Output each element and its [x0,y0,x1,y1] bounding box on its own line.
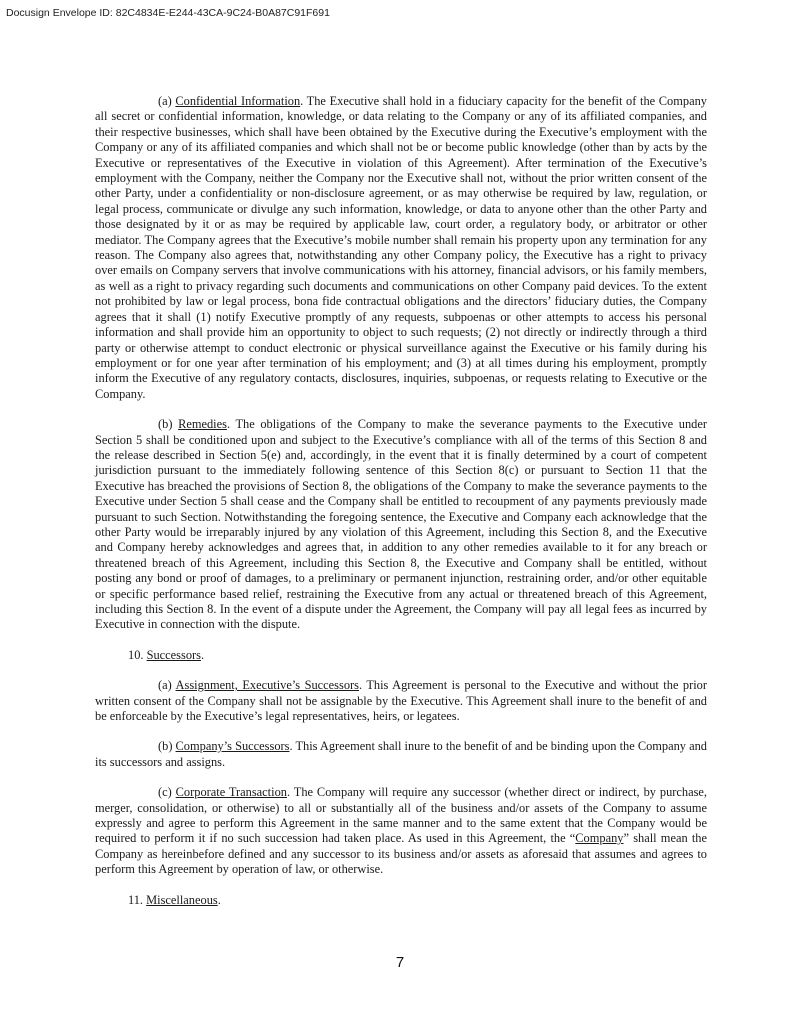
paragraph-body: . The obligations of the Company to make the severance payments to the Executive under Section 5 shall be conditioned upon and subject to the Executive’s compliance with all of the terms of this Section 8 and the release described in Section 5(e) and, accordingly, in the event that it is finally determined by a court of competent jurisdiction pursuant to the immediately following sentence of this Section 8(c) or pursuant to Section 11 that the Executive has breached the provisions of Section 8, the obligations of the Company to make the severance payments to the Executive under Section 5 shall cease and the Company shall be entitled to recoupment of any payments previously made pursuant to such Section. Notwithstanding the foregoing sentence, the Executive and Company each acknowledge that the other Party would be irreparably injured by any violation of this Agreement, including this Section 8, and the Executive and Company hereby acknowledges and agrees that, in addition to any other remedies available to it for any breach or threatened breach of this Agreement, including this Section 8, the Executive and Company shall be entitled, without posting any bond or proof of damages, to a preliminary or permanent injunction, restraining order, and/or other equitable or specific performance based relief, restraining the Executive from any actual or threatened breach of this Agreement, including this Section 8. In the event of a dispute under the Agreement, the Company will pay all legal fees as incurred by Executive in connection with the dispute. [95,417,708,632]
paragraph-body: . The Executive shall hold in a fiduciary capacity for the benefit of the Company all secret or confidential information, knowledge, or data relating to the Company or any of its affiliated companies, and their respective businesses, which shall have been obtained by the Executive during the Executive’s employment with the Company or any of its affiliated companies and which shall not be or become public knowledge (other than by acts by the Executive or representatives of the Executive in violation of this Agreement). After termination of the Executive’s employment with the Company, neither the Company nor the Executive shall not, without the prior written consent of the other Party, under a confidentiality or non-disclosure agreement, or as may otherwise be required by law, regulation, or legal process, communicate or divulge any such information, knowledge, or data to anyone other than the other Party and those designated by it or as may be required by applicable law, court order, a regulatory body, or arbitrator or other mediator. The Company agrees that the Executive’s mobile number shall remain his property upon any termination for any reason. The Company also agrees that, notwithstanding any other Company policy, the Executive has a right to privacy over emails on Company servers that involve communications with his attorney, financial advisors, or his family members, as well as a right to privacy regarding such documents and communications on other Company paid devices. To the extent not prohibited by law or legal process, bona fide contractual obligations and the directors’ fiduciary duties, the Company agrees that it shall (1) notify Executive promptly of any requests, subpoenas or other attempts to access his personal information and shall provide him an opportunity to object to such requests; (2) not directly or indirectly through a third party or otherwise attempt to conduct electronic or physical surveillance against the Executive or his family during his employment or for one year after termination of his employment; and (3) at all times during his employment, promptly inform the Executive of any regulatory contacts, disclosures, inquiries, subpoenas, or requests relating to Executive or the Company. [95,94,707,401]
section-title: Successors [146,647,201,662]
paragraph-body: . This Agreement is personal to the Executive and without the prior written consent of the Company shall not be assignable by the Executive. This Agreement shall inure to the benefit of and be enforceable by the Executive’s legal representatives, heirs, or legatees. [95,678,707,724]
paragraph-body-continued: ” shall mean the Company as hereinbefore defined and any successor to its business and/or assets as aforesaid that assumes and agrees to perform this Agreement by operation of law, or otherwise. [95,831,707,877]
paragraph-prefix: (a) [158,678,176,693]
envelope-id: Docusign Envelope ID: 82C4834E-E244-43CA-9C24-B0A87C91F691 [6,7,330,19]
paragraph-title: Assignment, Executive’s Successors [175,678,359,693]
paragraph-title: Corporate Transaction [175,785,287,800]
paragraph-assignment [95,678,707,724]
paragraph-title: Remedies [178,417,227,432]
paragraph-body: . This Agreement shall inure to the benefit of and be binding upon the Company and its successors and assigns. [95,739,707,769]
document-body [95,94,707,923]
section-suffix: . [200,647,205,662]
section-number: 11. [128,892,147,907]
page-number: 7 [395,954,405,971]
paragraph-prefix: (b) [158,417,179,432]
paragraph-prefix: (b) [158,739,176,754]
paragraph-title: Confidential Information [175,94,301,108]
paragraph-company-successors [95,739,707,770]
defined-term: Company [575,831,624,846]
paragraph-title: Company’s Successors [175,739,290,754]
section-heading-successors [95,648,707,663]
section-heading-miscellaneous [95,893,707,908]
section-number: 10. [128,647,147,662]
section-title: Miscellaneous [146,892,218,907]
paragraph-prefix: (a) [158,94,176,108]
paragraph-prefix: (c) [158,785,176,800]
paragraph-remedies [95,417,707,633]
section-suffix: . [217,892,221,907]
paragraph-body: . The Company will require any successor (whether direct or indirect, by purchase, merger, consolidation, or otherwise) to all or substantially all of the business and/or assets of the Company to assume expressly and agree to perform this Agreement in the same manner and to the same extent that the Company would be required to perform it if no such succession had taken place. As used in this Agreement, the “ [95,785,708,846]
paragraph-confidential-information [95,94,707,402]
paragraph-corporate-transaction [95,785,707,877]
